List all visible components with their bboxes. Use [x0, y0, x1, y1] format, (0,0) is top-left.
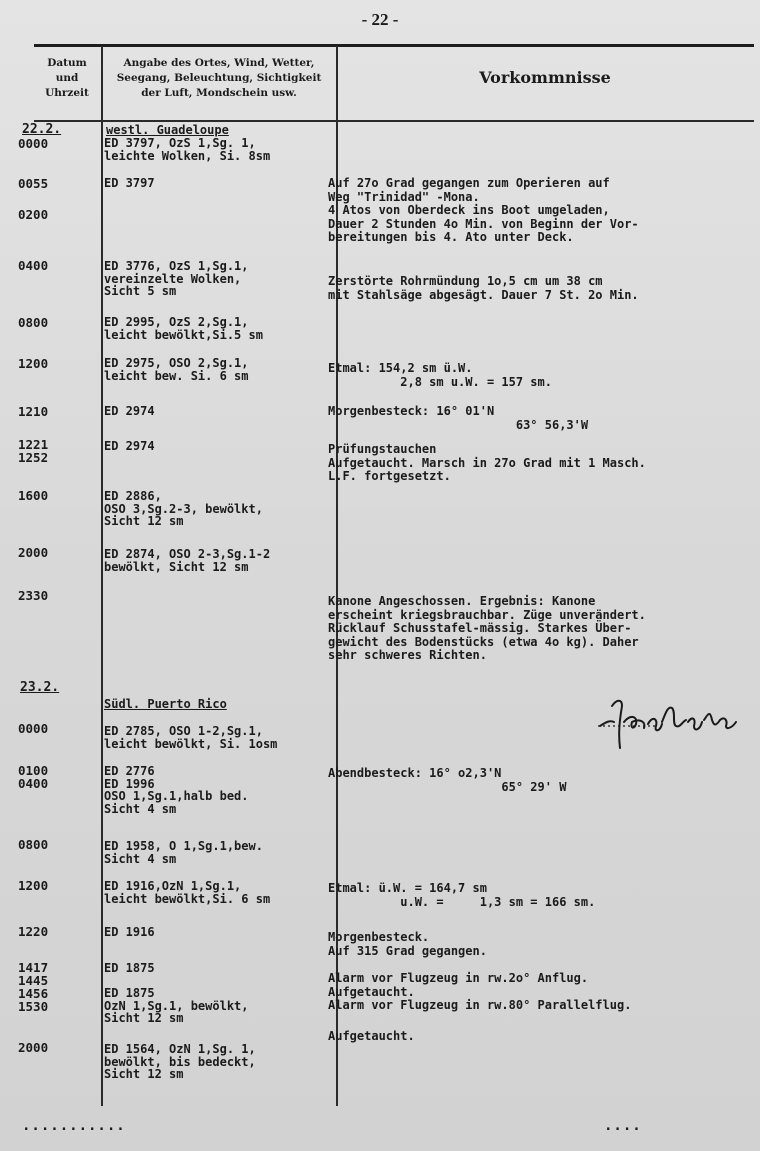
entry-event: Morgenbesteck. Auf 315 Grad gegangen. [328, 930, 487, 958]
column-header-angabe: Angabe des Ortes, Wind, Wetter, Seegang, Beleuchtung, Sichtigkeit der Luft, Mondschein usw. [116, 57, 322, 99]
date-label-day-1: 22.2. [22, 122, 62, 137]
entry-position-weather: ED 3797, OzS 1,Sg. 1, leichte Wolken, Si. 8sm [104, 136, 271, 163]
date-label-day-2: 23.2. [20, 680, 60, 695]
entry-position-weather: ED 3776, OzS 1,Sg.1, vereinzelte Wolken, Sicht 5 sm [104, 259, 249, 298]
entry-time: 0200 [18, 207, 49, 222]
entry-time: 1200 [18, 878, 49, 893]
entry-position-weather: ED 2974 [104, 404, 155, 418]
entry-time: 2330 [18, 588, 49, 603]
entry-time: 0100 0400 [18, 763, 49, 791]
entry-time: 1210 [18, 404, 49, 419]
handwritten-signature [596, 692, 746, 752]
entry-position-weather: ED 2975, OSO 2,Sg.1, leicht bew. Si. 6 sm [104, 356, 249, 383]
header-top-rule [34, 44, 754, 47]
entry-event: Alarm vor Flugzeug in rw.2o° Anflug. Aufgetaucht. Alarm vor Flugzeug in rw.80° Parallelflug. [328, 971, 632, 1012]
footer-dots-right: .... [604, 1118, 642, 1134]
entry-position-weather: ED 2974 [104, 439, 155, 453]
entry-position-weather: ED 1875 ED 1875 OzN 1,Sg.1, bewölkt, Sicht 12 sm [104, 961, 249, 1025]
page-number: - 22 - [361, 10, 399, 29]
entry-position-weather: ED 2874, OSO 2-3,Sg.1-2 bewölkt, Sicht 12 sm [104, 547, 271, 574]
entry-time: 0400 [18, 258, 49, 273]
entry-position-weather: ED 3797 [104, 176, 155, 190]
entry-time: 0800 [18, 315, 49, 330]
entry-position-weather: ED 2995, OzS 2,Sg.1, leicht bewölkt,Si.5 sm [104, 315, 263, 342]
header-bottom-rule [34, 120, 754, 122]
entry-event: Zerstörte Rohrmündung 1o,5 cm um 38 cm mit Stahlsäge abgesägt. Dauer 7 St. 2o Min. [328, 274, 639, 302]
entry-time: 0000 [18, 721, 49, 736]
entry-time: 1200 [18, 356, 49, 371]
entry-position-weather: ED 1916,OzN 1,Sg.1, leicht bewölkt,Si. 6 sm [104, 879, 271, 906]
entry-time: 2000 [18, 545, 49, 560]
entry-event: Auf 27o Grad gegangen zum Operieren auf Weg "Trinidad" -Mona. 4 Atos von Oberdeck ins Boot umgeladen, Dauer 2 Stunden 4o Min. von Beginn der Vor- bereitungen bis 4. Ato unter Deck. [328, 176, 639, 244]
column-header-vorkommnisse: Vorkommnisse [479, 68, 611, 87]
entry-event: Etmal: 154,2 sm ü.W. 2,8 sm u.W. = 157 sm. [328, 361, 552, 389]
entry-time: 1600 [18, 488, 49, 503]
entry-time: 0055 [18, 176, 49, 191]
place-label-day-1: westl. Guadeloupe [106, 123, 229, 137]
entry-position-weather: ED 1958, O 1,Sg.1,bew. Sicht 4 sm [104, 839, 263, 866]
entry-position-weather: ED 1564, OzN 1,Sg. 1, bewölkt, bis bedeckt, Sicht 12 sm [104, 1042, 256, 1081]
entry-event: Prüfungstauchen Aufgetaucht. Marsch in 27o Grad mit 1 Masch. L.F. fortgesetzt. [328, 442, 646, 483]
place-label-day-2: Südl. Puerto Rico [104, 697, 227, 711]
footer-dots-left: ........... [22, 1118, 126, 1134]
entry-time: 0800 [18, 837, 49, 852]
entry-event: Etmal: ü.W. = 164,7 sm u.W. = 1,3 sm = 166 sm. [328, 881, 596, 909]
entry-position-weather: ED 2886, OSO 3,Sg.2-3, bewölkt, Sicht 12 sm [104, 489, 263, 528]
entry-event: Kanone Angeschossen. Ergebnis: Kanone erscheint kriegsbrauchbar. Züge unverändert. Rücklauf Schusstafel-mässig. Starkes Über- gewicht des Bodenstücks (etwa 4o kg). Daher sehr schweres Richten. [328, 594, 646, 662]
entry-event: Abendbesteck: 16° o2,3'N 65° 29' W [328, 766, 567, 794]
entry-time: 0000 [18, 136, 49, 151]
entry-time: 1220 [18, 924, 49, 939]
entry-event: Aufgetaucht. [328, 1029, 415, 1043]
entry-time: 2000 [18, 1040, 49, 1055]
column-header-datum: Datum und Uhrzeit [45, 57, 89, 99]
entry-time: 1221 1252 [18, 437, 49, 465]
entry-position-weather: ED 2776 ED 1996 OSO 1,Sg.1,halb bed. Sicht 4 sm [104, 764, 249, 816]
entry-time: 1417 1445 1456 1530 [18, 960, 49, 1014]
entry-position-weather: ED 2785, OSO 1-2,Sg.1, leicht bewölkt, Si. 1osm [104, 724, 278, 751]
entry-event: Morgenbesteck: 16° 01'N 63° 56,3'W [328, 404, 589, 432]
entry-position-weather: ED 1916 [104, 925, 155, 939]
column-divider-1 [101, 46, 103, 1106]
